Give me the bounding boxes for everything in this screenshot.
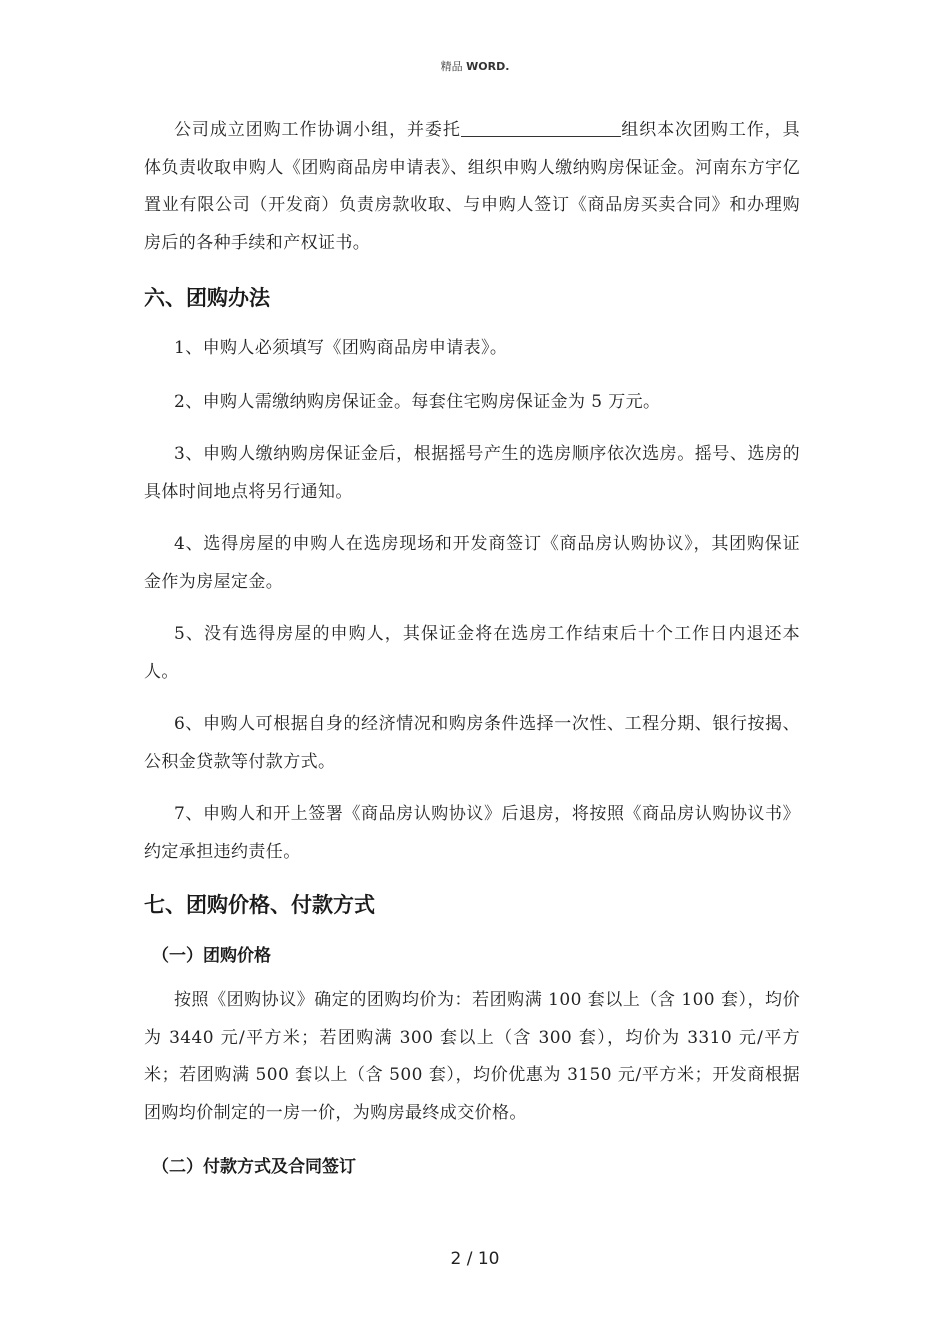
intro-text-2: 组织本次团购工作，具体负责收取申购人《团购商品房申请表》、组织申购人缴纳购房保证金。河南东方宇亿置业有限公司（开发商）负责房款收取、与申购人签订《商品房买卖合同》和办理购房后的各种手续和产权证书。 — [144, 120, 800, 253]
page-number: 2 / 10 — [450, 1249, 500, 1269]
header-prefix: 精品 — [440, 60, 463, 73]
page-header — [0, 58, 950, 74]
section-6-item-6: 6、申购人可根据自身的经济情况和购房条件选择一次性、工程分期、银行按揭、公积金贷款等付款方式。 — [144, 714, 800, 772]
section-6-item-7: 7、申购人和开上签署《商品房认购协议》后退房，将按照《商品房认购协议书》约定承担违约责任。 — [144, 804, 800, 862]
intro-paragraph — [144, 112, 800, 262]
subsection-price-title: （一）团购价格 — [152, 946, 271, 966]
section-6-item-1: 1、申购人必须填写《团购商品房申请表》。 — [174, 338, 508, 358]
section-6-item-5: 5、没有选得房屋的申购人，其保证金将在选房工作结束后十个工作日内退还本人。 — [144, 624, 800, 682]
section-6-item-3: 3、申购人缴纳购房保证金后，根据摇号产生的选房顺序依次选房。摇号、选房的具体时间地点将另行通知。 — [144, 444, 800, 502]
section-6-item-4: 4、选得房屋的申购人在选房现场和开发商签订《商品房认购协议》，其团购保证金作为房屋定金。 — [144, 534, 800, 592]
intro-text-1: 公司成立团购工作协调小组，并委托 — [174, 120, 461, 140]
blank-fill-line — [461, 114, 621, 137]
section-6-title: 六、团购办法 — [144, 286, 270, 310]
header-brand: WORD. — [466, 60, 510, 73]
price-paragraph: 按照《团购协议》确定的团购均价为：若团购满 100 套以上（含 100 套），均价为 3440 元/平方米；若团购满 300 套以上（含 300 套），均价为 3310 元/平方米；若团购满 500 套以上（含 500 套），均价优惠为 3150 元/平方米；开发商根据团购均价制定的一房一价，为购房最终成交价格。 — [144, 990, 800, 1123]
section-6-item-2: 2、申购人需缴纳购房保证金。每套住宅购房保证金为 5 万元。 — [174, 391, 661, 412]
subsection-payment-title: （二）付款方式及合同签订 — [152, 1157, 356, 1177]
section-7-title: 七、团购价格、付款方式 — [144, 893, 375, 917]
document-body — [144, 112, 800, 1177]
